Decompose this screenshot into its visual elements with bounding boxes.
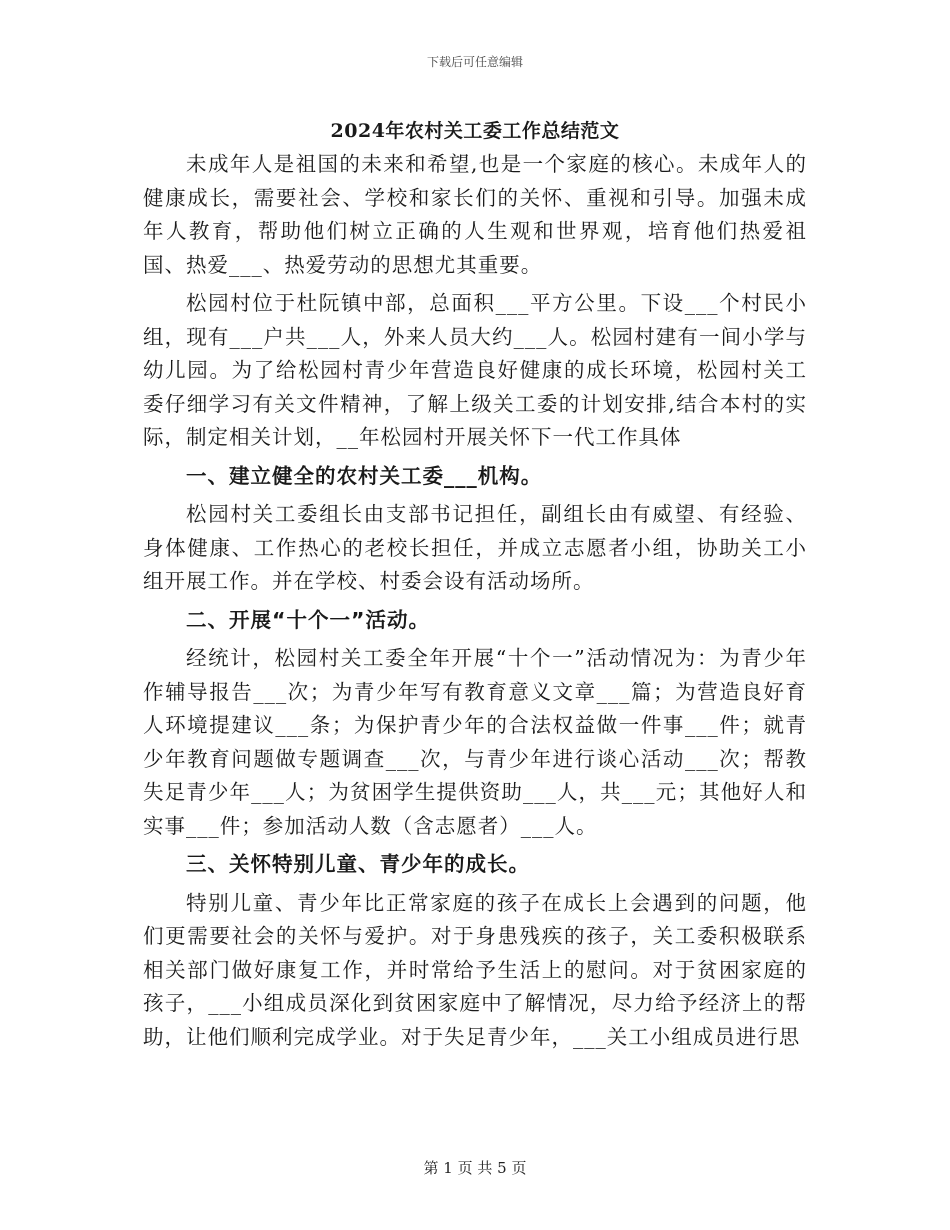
paragraph-section-1: 松园村关工委组长由支部书记担任，副组长由有威望、有经验、身体健康、工作热心的老校长担任，并成立志愿者小组，协助关工小组开展工作。并在学校、村委会设有活动场所。 [143,502,807,593]
document-title: 2024年农村关工委工作总结范文 [330,120,620,142]
paragraph-section-2: 经统计，松园村关工委全年开展“十个一”活动情况为：为青少年作辅导报告___次；为青少年写有教育意义文章___篇；为营造良好育人环境提建议___条；为保护青少年的合法权益做一件事___件；就青少年教育问题做专题调查___次，与青少年进行谈心活动___次；帮教失足青少年___人；为贫困学生提供资助___人，共___元；其他好人和实事___件；参加活动人数（含志愿者）___人。 [143,646,807,838]
section-heading-3: 三、关怀特别儿童、青少年的成长。 [186,852,531,876]
page-number-footer: 第 1 页 共 5 页 [423,1159,527,1177]
paragraph-village-overview: 松园村位于杜阮镇中部，总面积___平方公里。下设___个村民小组，现有___户共___人，外来人员大约___人。松园村建有一间小学与幼儿园。为了给松园村青少年营造良好健康的成长环境，松园村关工委仔细学习有关文件精神，了解上级关工委的计划安排,结合本村的实际，制定相关计划，__年松园村开展关怀下一代工作具体 [143,291,807,449]
document-body [143,148,807,1059]
paragraph-intro: 未成年人是祖国的未来和希望,也是一个家庭的核心。未成年人的健康成长，需要社会、学校和家长们的关怀、重视和引导。加强未成年人教育，帮助他们树立正确的人生观和世界观，培育他们热爱祖国、热爱___、热爱劳动的思想尤其重要。 [143,152,807,277]
header-note: 下载后可任意编辑 [426,55,523,69]
paragraph-section-3: 特别儿童、青少年比正常家庭的孩子在成长上会遇到的问题，他们更需要社会的关怀与爱护。对于身患残疾的孩子，关工委积极联系相关部门做好康复工作，并时常给予生活上的慰问。对于贫困家庭的孩子，___小组成员深化到贫困家庭中了解情况，尽力给予经济上的帮助，让他们顺利完成学业。对于失足青少年，___关工小组成员进行思 [143,890,807,1049]
section-heading-2: 二、开展“十个一”活动。 [186,607,430,632]
section-heading-1: 一、建立健全的农村关工委___机构。 [186,463,543,488]
